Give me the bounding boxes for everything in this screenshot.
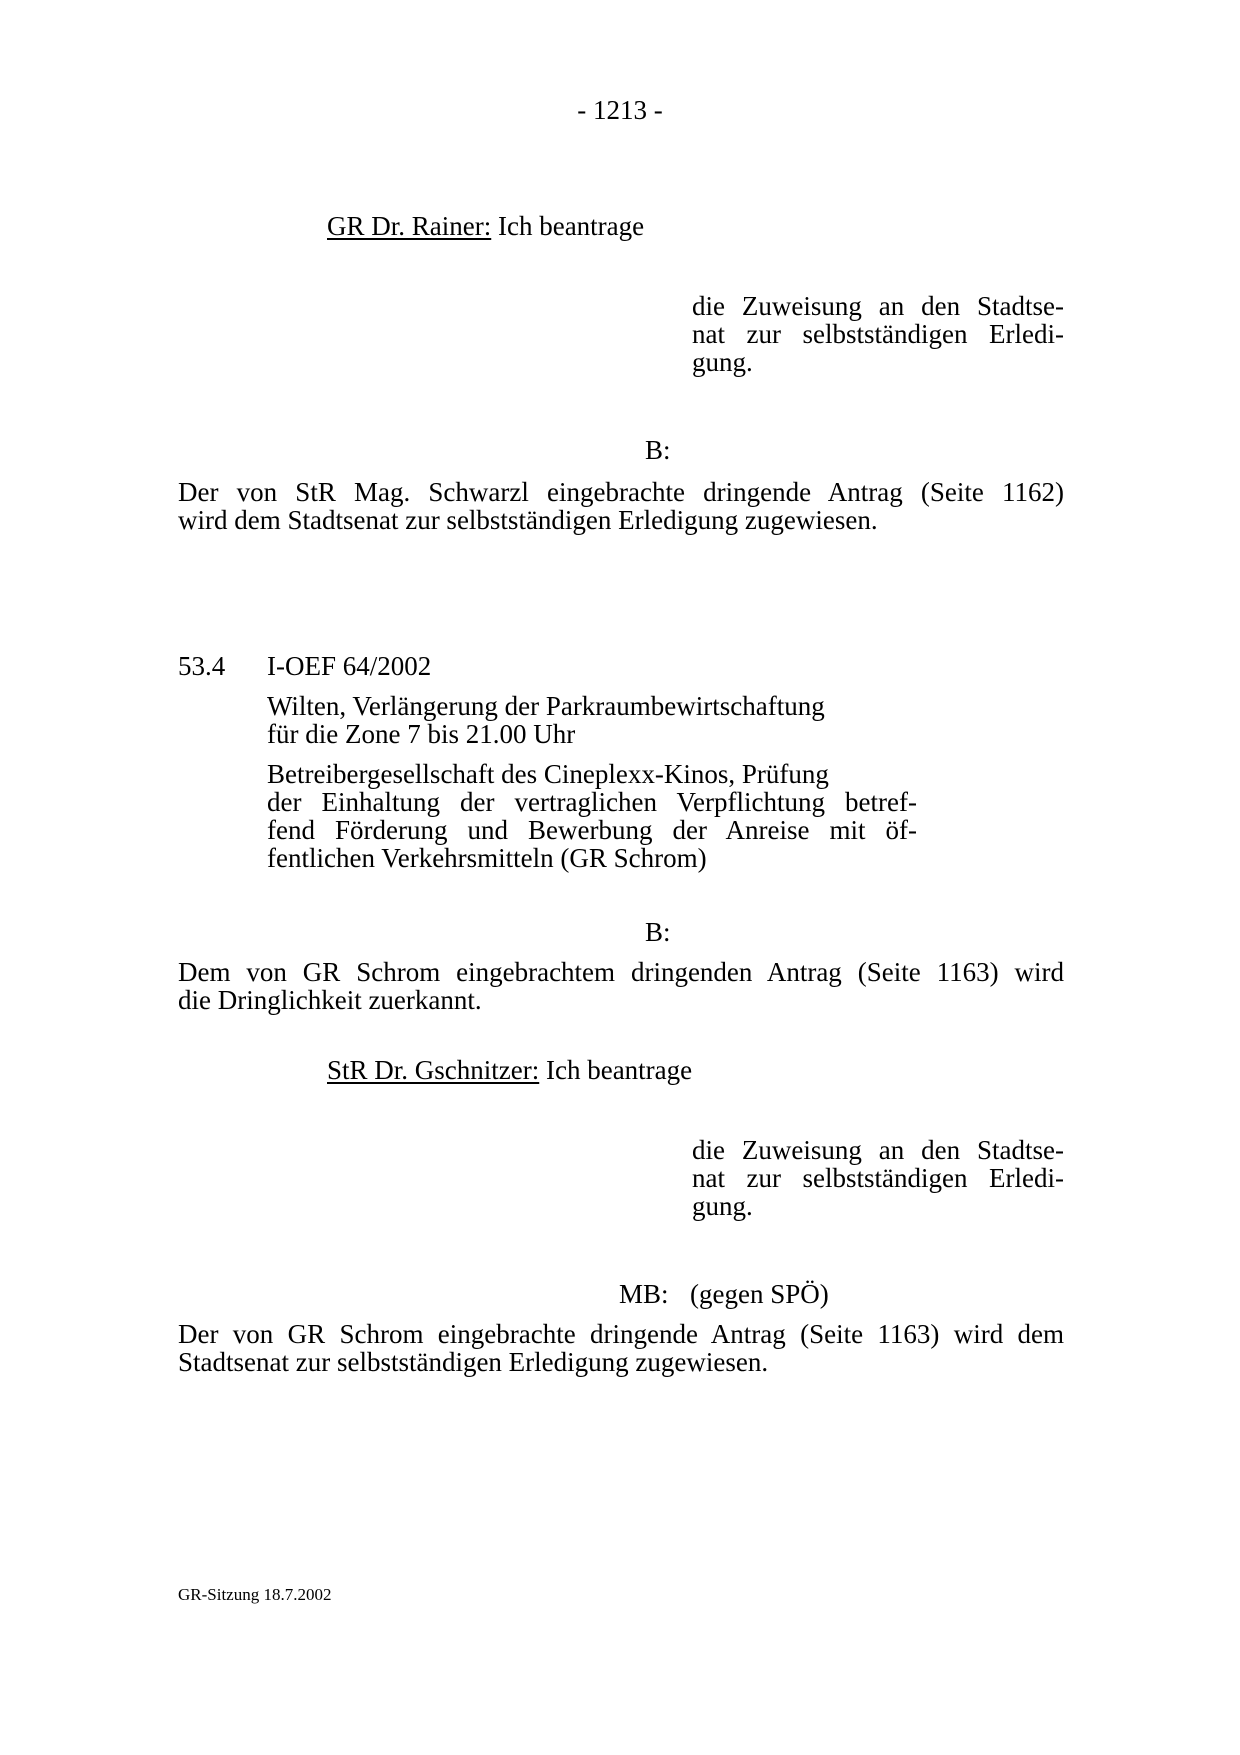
subject-line: für die Zone 7 bis 21.00 Uhr xyxy=(267,719,576,749)
motion-line: gung. xyxy=(692,1191,753,1221)
item-detail xyxy=(267,760,917,872)
motion-line: gung. xyxy=(692,347,753,377)
decision-line: Dem von GR Schrom eingebrachtem dringenden Antrag (Seite 1163) wird xyxy=(178,957,1064,987)
item-number: 53.4 xyxy=(178,651,226,681)
motion-line: die Zuweisung an den Stadtse- xyxy=(692,1135,1064,1165)
motion-line: nat zur selbstständigen Erledi- xyxy=(692,1163,1064,1193)
subject-line: Wilten, Verlängerung der Parkraumbewirtschaftung xyxy=(267,691,825,721)
page-number: - 1213 - xyxy=(577,95,663,125)
decision-line: die Dringlichkeit zuerkannt. xyxy=(178,985,482,1015)
item-subject xyxy=(267,692,877,748)
motion-line: nat zur selbstständigen Erledi- xyxy=(692,319,1064,349)
result-note: (gegen SPÖ) xyxy=(690,1279,829,1309)
result-label: B: xyxy=(645,917,671,947)
speaker-statement xyxy=(327,212,644,240)
motion-text xyxy=(692,292,1064,376)
detail-line: Betreibergesellschaft des Cineplexx-Kinos, Prüfung xyxy=(267,759,829,789)
speaker-speech: Ich beantrage xyxy=(539,1055,693,1085)
decision-line: Der von GR Schrom eingebrachte dringende Antrag (Seite 1163) wird dem xyxy=(178,1319,1064,1349)
speaker-name: GR Dr. Rainer: xyxy=(327,211,492,241)
speaker-speech: Ich beantrage xyxy=(491,211,645,241)
result-label: B: xyxy=(645,435,671,465)
speaker-statement xyxy=(327,1056,692,1084)
motion-line: die Zuweisung an den Stadtse- xyxy=(692,291,1064,321)
detail-line: der Einhaltung der vertraglichen Verpflichtung betref- xyxy=(267,787,917,817)
result-label: MB: xyxy=(619,1279,669,1309)
decision-line: Stadtsenat zur selbstständigen Erledigung zugewiesen. xyxy=(178,1347,769,1377)
decision-line: wird dem Stadtsenat zur selbstständigen Erledigung zugewiesen. xyxy=(178,505,878,535)
decision-text xyxy=(178,1320,1064,1376)
decision-text xyxy=(178,478,1064,534)
item-reference: I-OEF 64/2002 xyxy=(267,651,432,681)
decision-line: Der von StR Mag. Schwarzl eingebrachte dringende Antrag (Seite 1162) xyxy=(178,477,1064,507)
detail-line: fentlichen Verkehrsmitteln (GR Schrom) xyxy=(267,843,707,873)
motion-text xyxy=(692,1136,1064,1220)
decision-text xyxy=(178,958,1064,1014)
footer: GR-Sitzung 18.7.2002 xyxy=(178,1585,332,1604)
detail-line: fend Förderung und Bewerbung der Anreise mit öf- xyxy=(267,815,917,845)
speaker-name: StR Dr. Gschnitzer: xyxy=(327,1055,540,1085)
